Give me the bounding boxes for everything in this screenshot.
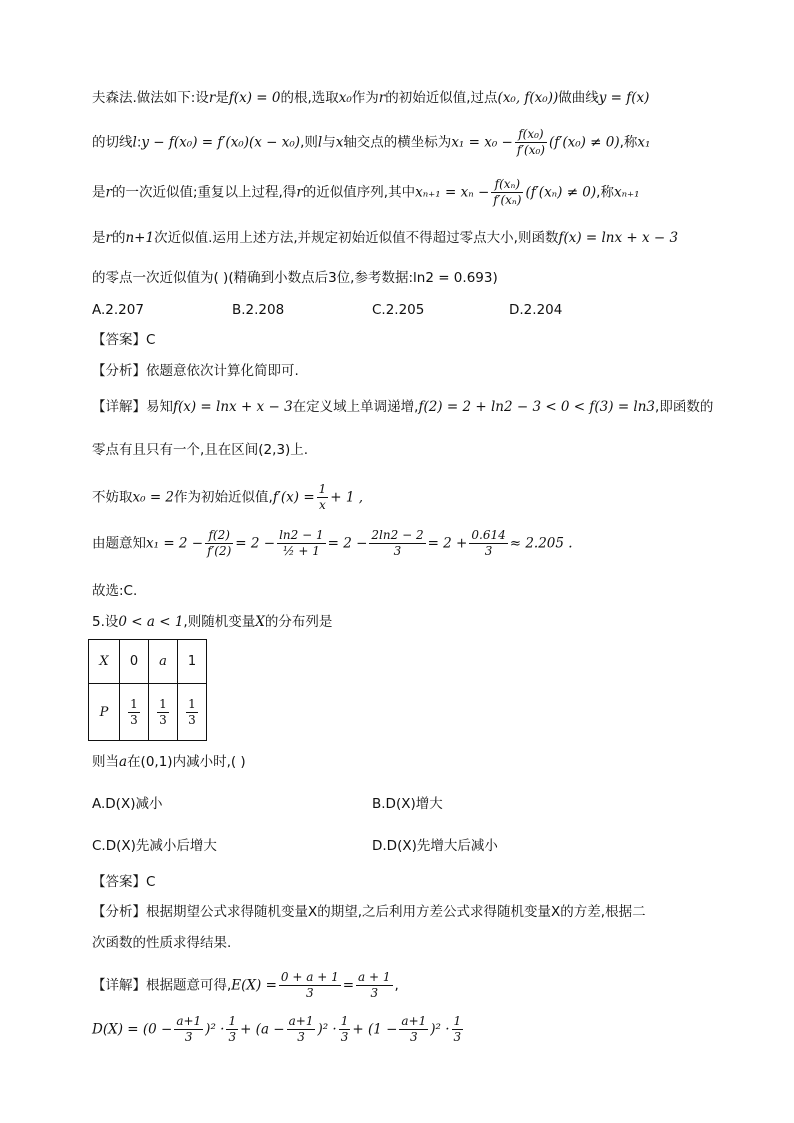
text: 作为初始近似值, (174, 489, 273, 506)
text: : (136, 134, 142, 151)
math: D(X) = (0 − (92, 1021, 173, 1038)
text: 是 (92, 230, 106, 246)
text: 易知 (146, 399, 173, 415)
math: y − f(x₀) = f′(x₀)(x − x₀) (141, 134, 301, 151)
math: r (378, 90, 386, 106)
math: x₁ (637, 134, 651, 151)
text: 的 (111, 230, 126, 246)
math: 0 < a < 1 (118, 614, 184, 630)
fraction: $\frac{a + 1}{3}$ (358, 970, 391, 1000)
text: 与 (322, 134, 336, 151)
detail-line (92, 528, 573, 559)
distribution-table (88, 639, 207, 741)
analysis-text: 依题意依次计算化简即可. (146, 363, 299, 379)
option-b: B.D(X)增大 (372, 796, 443, 812)
fraction: $\frac{a+1}{3}$ (401, 1014, 427, 1044)
table-row (89, 684, 207, 741)
question-5-stem (92, 612, 332, 632)
math: l (317, 134, 323, 151)
text: 5.设 (92, 614, 119, 630)
answer-tag: 【答案】 (92, 874, 146, 890)
text: 次近似值.运用上述方法,并规定初始近似值不得超过零点大小,则函数 (154, 230, 559, 246)
analysis-line: 次函数的性质求得结果. (92, 935, 232, 951)
math: xₙ₊₁ (613, 184, 640, 201)
math: r (105, 230, 112, 246)
math: r (105, 184, 112, 201)
fraction: $\frac{\text{f(xₙ)}}{\text{f′(xₙ)}}$ (493, 177, 522, 207)
fraction: $\frac{a+1}{3}$ (176, 1014, 202, 1044)
text: ,称 (619, 134, 638, 151)
answer-tag: 【答案】 (92, 332, 146, 348)
math: x₁ = x₀ − (451, 134, 513, 151)
fraction: $\frac{0.614}{3}$ (471, 528, 506, 558)
detail-line (92, 970, 399, 1001)
text: 在定义域上单调递增, (292, 399, 419, 415)
math: xₙ₊₁ = xₙ − (415, 184, 490, 201)
math: f(x) = lnx + x − 3 (558, 230, 679, 246)
detail-tag: 【详解】 (92, 977, 146, 994)
option-d: D.D(X)先增大后减小 (372, 838, 498, 854)
text: 是 (215, 90, 229, 106)
table-header-p: P (89, 684, 120, 741)
text: ,称 (596, 184, 614, 201)
math: = 2 − (327, 535, 368, 552)
answer-line (92, 872, 155, 892)
fraction: $\frac{f(2)}{f'(2)}$ (207, 528, 232, 558)
math: + (1 − (352, 1021, 398, 1038)
detail-line: 零点有且只有一个,且在区间(2,3)上. (92, 442, 309, 458)
table-cell: 0 (120, 640, 149, 684)
table-cell: $\frac{1}{3}$ (149, 684, 178, 741)
math: a (119, 754, 128, 770)
math: l (132, 134, 137, 151)
text: 则当 (92, 754, 119, 770)
math: + (a − (240, 1021, 285, 1038)
math: X (255, 614, 265, 630)
option-d: D.2.204 (509, 302, 563, 318)
math: f(x) = lnx + x − 3 (173, 399, 293, 415)
table-cell: a (149, 640, 178, 684)
table-cell: $\frac{1}{3}$ (120, 684, 149, 741)
question-5-ask (92, 752, 246, 772)
math: r (208, 90, 216, 106)
fraction: $\frac{2\ln 2 - 2}{3}$ (371, 528, 424, 558)
text: ,则 (300, 134, 318, 151)
math: r (296, 184, 303, 201)
math: f′(x) = (272, 489, 315, 506)
text: 不妨取 (92, 489, 133, 506)
text: 由题意知 (92, 535, 146, 552)
text-line (92, 177, 640, 208)
fraction: $\frac{1}{3}$ (228, 1014, 237, 1044)
fraction: $\frac{0 + a + 1}{3}$ (280, 970, 339, 1000)
option-c: C.D(X)先减小后增大 (92, 838, 217, 854)
math: x₁ = 2 − (146, 535, 204, 552)
math: ≈ 2.205 . (509, 535, 573, 552)
text: 夫森法.做法如下:设 (92, 90, 209, 106)
text: 的切线 (92, 134, 133, 151)
fraction: $\frac{a+1}{3}$ (288, 1014, 314, 1044)
table-cell: 1 (178, 640, 207, 684)
answer-line (92, 330, 155, 350)
text-line (92, 127, 650, 158)
table-row (89, 640, 207, 684)
math: f(x) = 0 (228, 90, 281, 106)
math: E(X) = (231, 977, 277, 994)
text: 在(0,1)内减小时,( ) (127, 754, 246, 770)
math: = 2 − (235, 535, 276, 552)
fraction: $\frac{1}{3}$ (340, 1014, 349, 1044)
answer-value: C (146, 332, 156, 348)
math: = (342, 977, 355, 994)
text: 是 (92, 184, 106, 201)
answer-value: C (146, 874, 156, 890)
text: 轴交点的横坐标为 (343, 134, 452, 151)
math: n+1 (125, 230, 155, 246)
option-c: C.2.205 (372, 302, 425, 318)
text: ,即函数的 (655, 399, 714, 415)
math: (f′(xₙ) ≠ 0) (525, 184, 597, 201)
detail-line (92, 1014, 465, 1045)
fraction: $\frac{\text{f(x₀)}}{\text{f′(x₀)}}$ (516, 127, 545, 157)
detail-line (92, 482, 363, 513)
text-line (92, 228, 678, 248)
option-a: A.D(X)减小 (92, 796, 163, 812)
analysis-line (92, 902, 646, 922)
math: (x₀, f(x₀)) (497, 90, 559, 106)
text: 根据题意可得, (146, 977, 232, 994)
math: )² · (430, 1021, 450, 1038)
fraction: $\frac{1}{x}$ (318, 482, 327, 512)
math: (f′(x₀) ≠ 0) (548, 134, 620, 151)
math: x₀ (338, 90, 352, 106)
table-cell: $\frac{1}{3}$ (178, 684, 207, 741)
question-stem-end: 的零点一次近似值为( )(精确到小数点后3位,参考数据:ln2 = 0.693) (92, 270, 498, 286)
table-header-x: X (89, 640, 120, 684)
text: 的初始近似值,过点 (385, 90, 498, 106)
math: )² · (317, 1021, 337, 1038)
text-line (92, 88, 649, 108)
math: + 1 , (330, 489, 364, 506)
fraction: $\frac{\ln 2 - 1}{\text{½ + 1}}$ (279, 528, 324, 558)
text: 的分布列是 (264, 614, 333, 630)
math: )² · (205, 1021, 225, 1038)
option-a: A.2.207 (92, 302, 144, 318)
math: x₀ = 2 (132, 489, 175, 506)
analysis-text: 根据期望公式求得随机变量X的期望,之后利用方差公式求得随机变量X的方差,根据二 (146, 904, 646, 920)
choose-line: 故选:C. (92, 583, 138, 599)
fraction: $\frac{1}{3}$ (453, 1014, 462, 1044)
math: = 2 + (427, 535, 468, 552)
math: f(2) = 2 + ln2 − 3 < 0 < f(3) = ln3 (418, 399, 656, 415)
text: 作为 (351, 90, 379, 106)
analysis-tag: 【分析】 (92, 363, 146, 379)
analysis-tag: 【分析】 (92, 904, 146, 920)
detail-tag: 【详解】 (92, 399, 146, 415)
text: 的近似值序列,其中 (302, 184, 416, 201)
math: x (335, 134, 344, 151)
text: 的一次近似值;重复以上过程,得 (111, 184, 297, 201)
analysis-line (92, 361, 299, 381)
text: 做曲线 (558, 90, 599, 106)
detail-line (92, 397, 713, 417)
text: , (394, 977, 399, 994)
math: y = f(x) (598, 90, 650, 106)
text: 的根,选取 (280, 90, 339, 106)
text: ,则随机变量 (183, 614, 256, 630)
option-b: B.2.208 (232, 302, 285, 318)
